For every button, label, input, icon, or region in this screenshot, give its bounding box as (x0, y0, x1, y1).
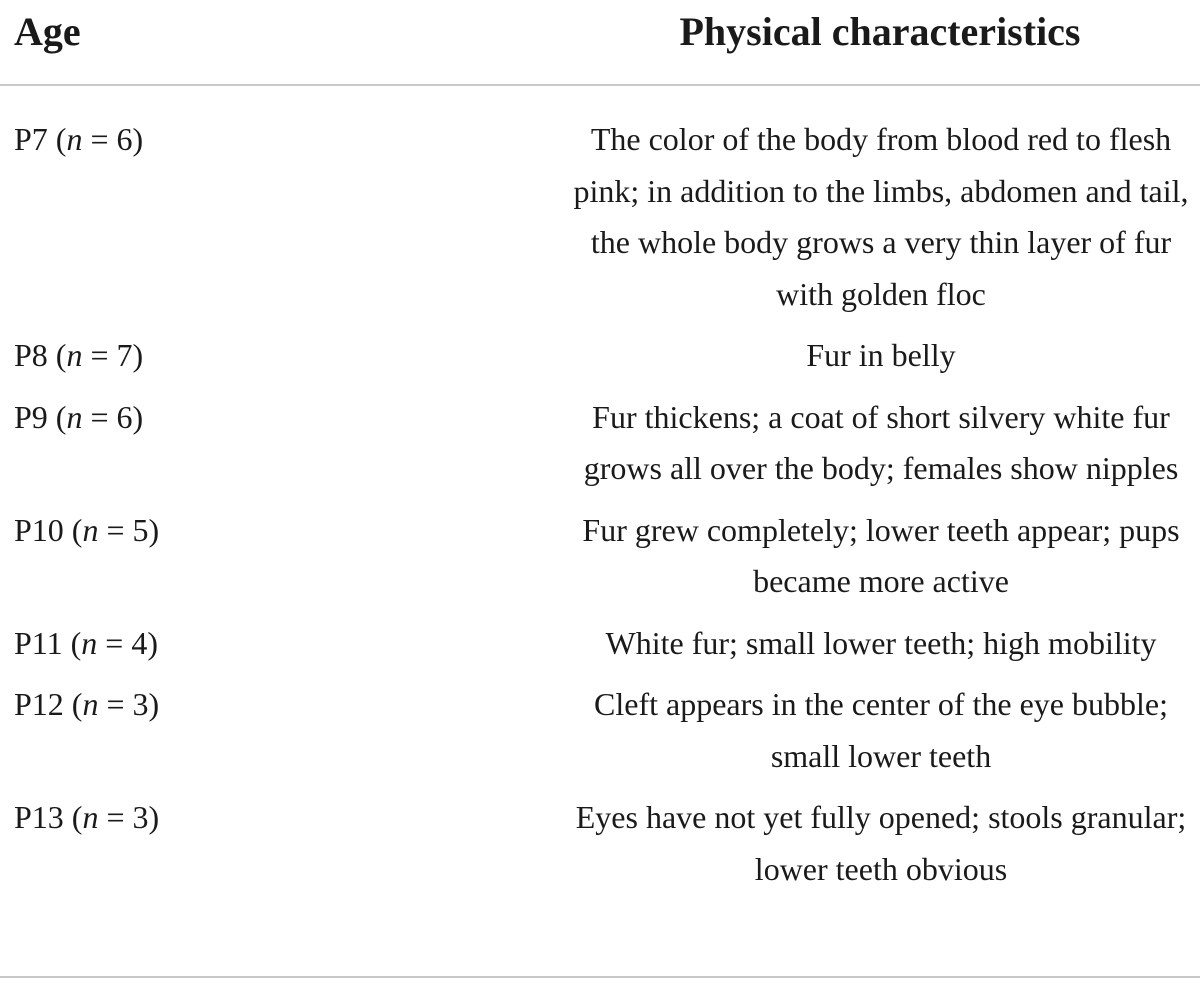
n-symbol: n (66, 337, 83, 373)
age-label: P13 ( (14, 799, 83, 835)
n-symbol: n (82, 511, 99, 548)
table-bottom-rule (0, 976, 1200, 978)
description-cell: Fur grew completely; lower teeth appear; pups became more active (582, 511, 1180, 599)
age-cell (14, 618, 158, 670)
table-row (0, 505, 1200, 608)
table-header (0, 0, 1200, 86)
description-cell: White fur; small lower teeth; high mobility (605, 624, 1157, 661)
n-count: = 6) (82, 121, 144, 157)
table-row (0, 114, 1200, 320)
age-cell (14, 505, 159, 557)
n-count: = 4) (97, 624, 158, 661)
n-count: = 5) (98, 511, 160, 548)
table-body (0, 114, 1200, 895)
n-count: = 7) (82, 337, 144, 373)
n-symbol: n (66, 121, 83, 157)
column-header-physical-characteristics: Physical characteristics (679, 9, 1081, 54)
table-row (0, 679, 1200, 782)
n-symbol: n (66, 398, 83, 435)
age-cell (14, 792, 159, 844)
n-symbol: n (82, 799, 99, 835)
age-label: P10 ( (14, 511, 83, 548)
table-row (0, 792, 1200, 895)
age-cell (14, 114, 143, 166)
n-count: = 6) (82, 398, 144, 435)
table-row (0, 392, 1200, 495)
age-label: P11 ( (14, 624, 82, 661)
age-label: P7 ( (14, 121, 67, 157)
table-row (0, 618, 1200, 670)
age-label: P9 ( (14, 398, 67, 435)
description-cell: Cleft appears in the center of the eye bubble; small lower teeth (594, 686, 1168, 774)
age-cell (14, 679, 159, 731)
description-cell: Fur thickens; a coat of short silvery white fur grows all over the body; females show nipples (583, 398, 1179, 486)
n-count: = 3) (98, 799, 160, 835)
age-cell (14, 392, 143, 444)
n-count: = 3) (98, 686, 160, 722)
description-cell: The color of the body from blood red to flesh pink; in addition to the limbs, abdomen and tail, the whole body grows a very thin layer of fur with golden floc (573, 121, 1189, 312)
description-cell: Fur in belly (806, 337, 956, 373)
n-symbol: n (82, 686, 99, 722)
column-header-age: Age (14, 9, 81, 54)
description-cell: Eyes have not yet fully opened; stools granular; lower teeth obvious (575, 799, 1187, 887)
table-row (0, 330, 1200, 382)
n-symbol: n (81, 624, 98, 661)
age-label: P8 ( (14, 337, 67, 373)
age-cell (14, 330, 143, 382)
age-label: P12 ( (14, 686, 83, 722)
